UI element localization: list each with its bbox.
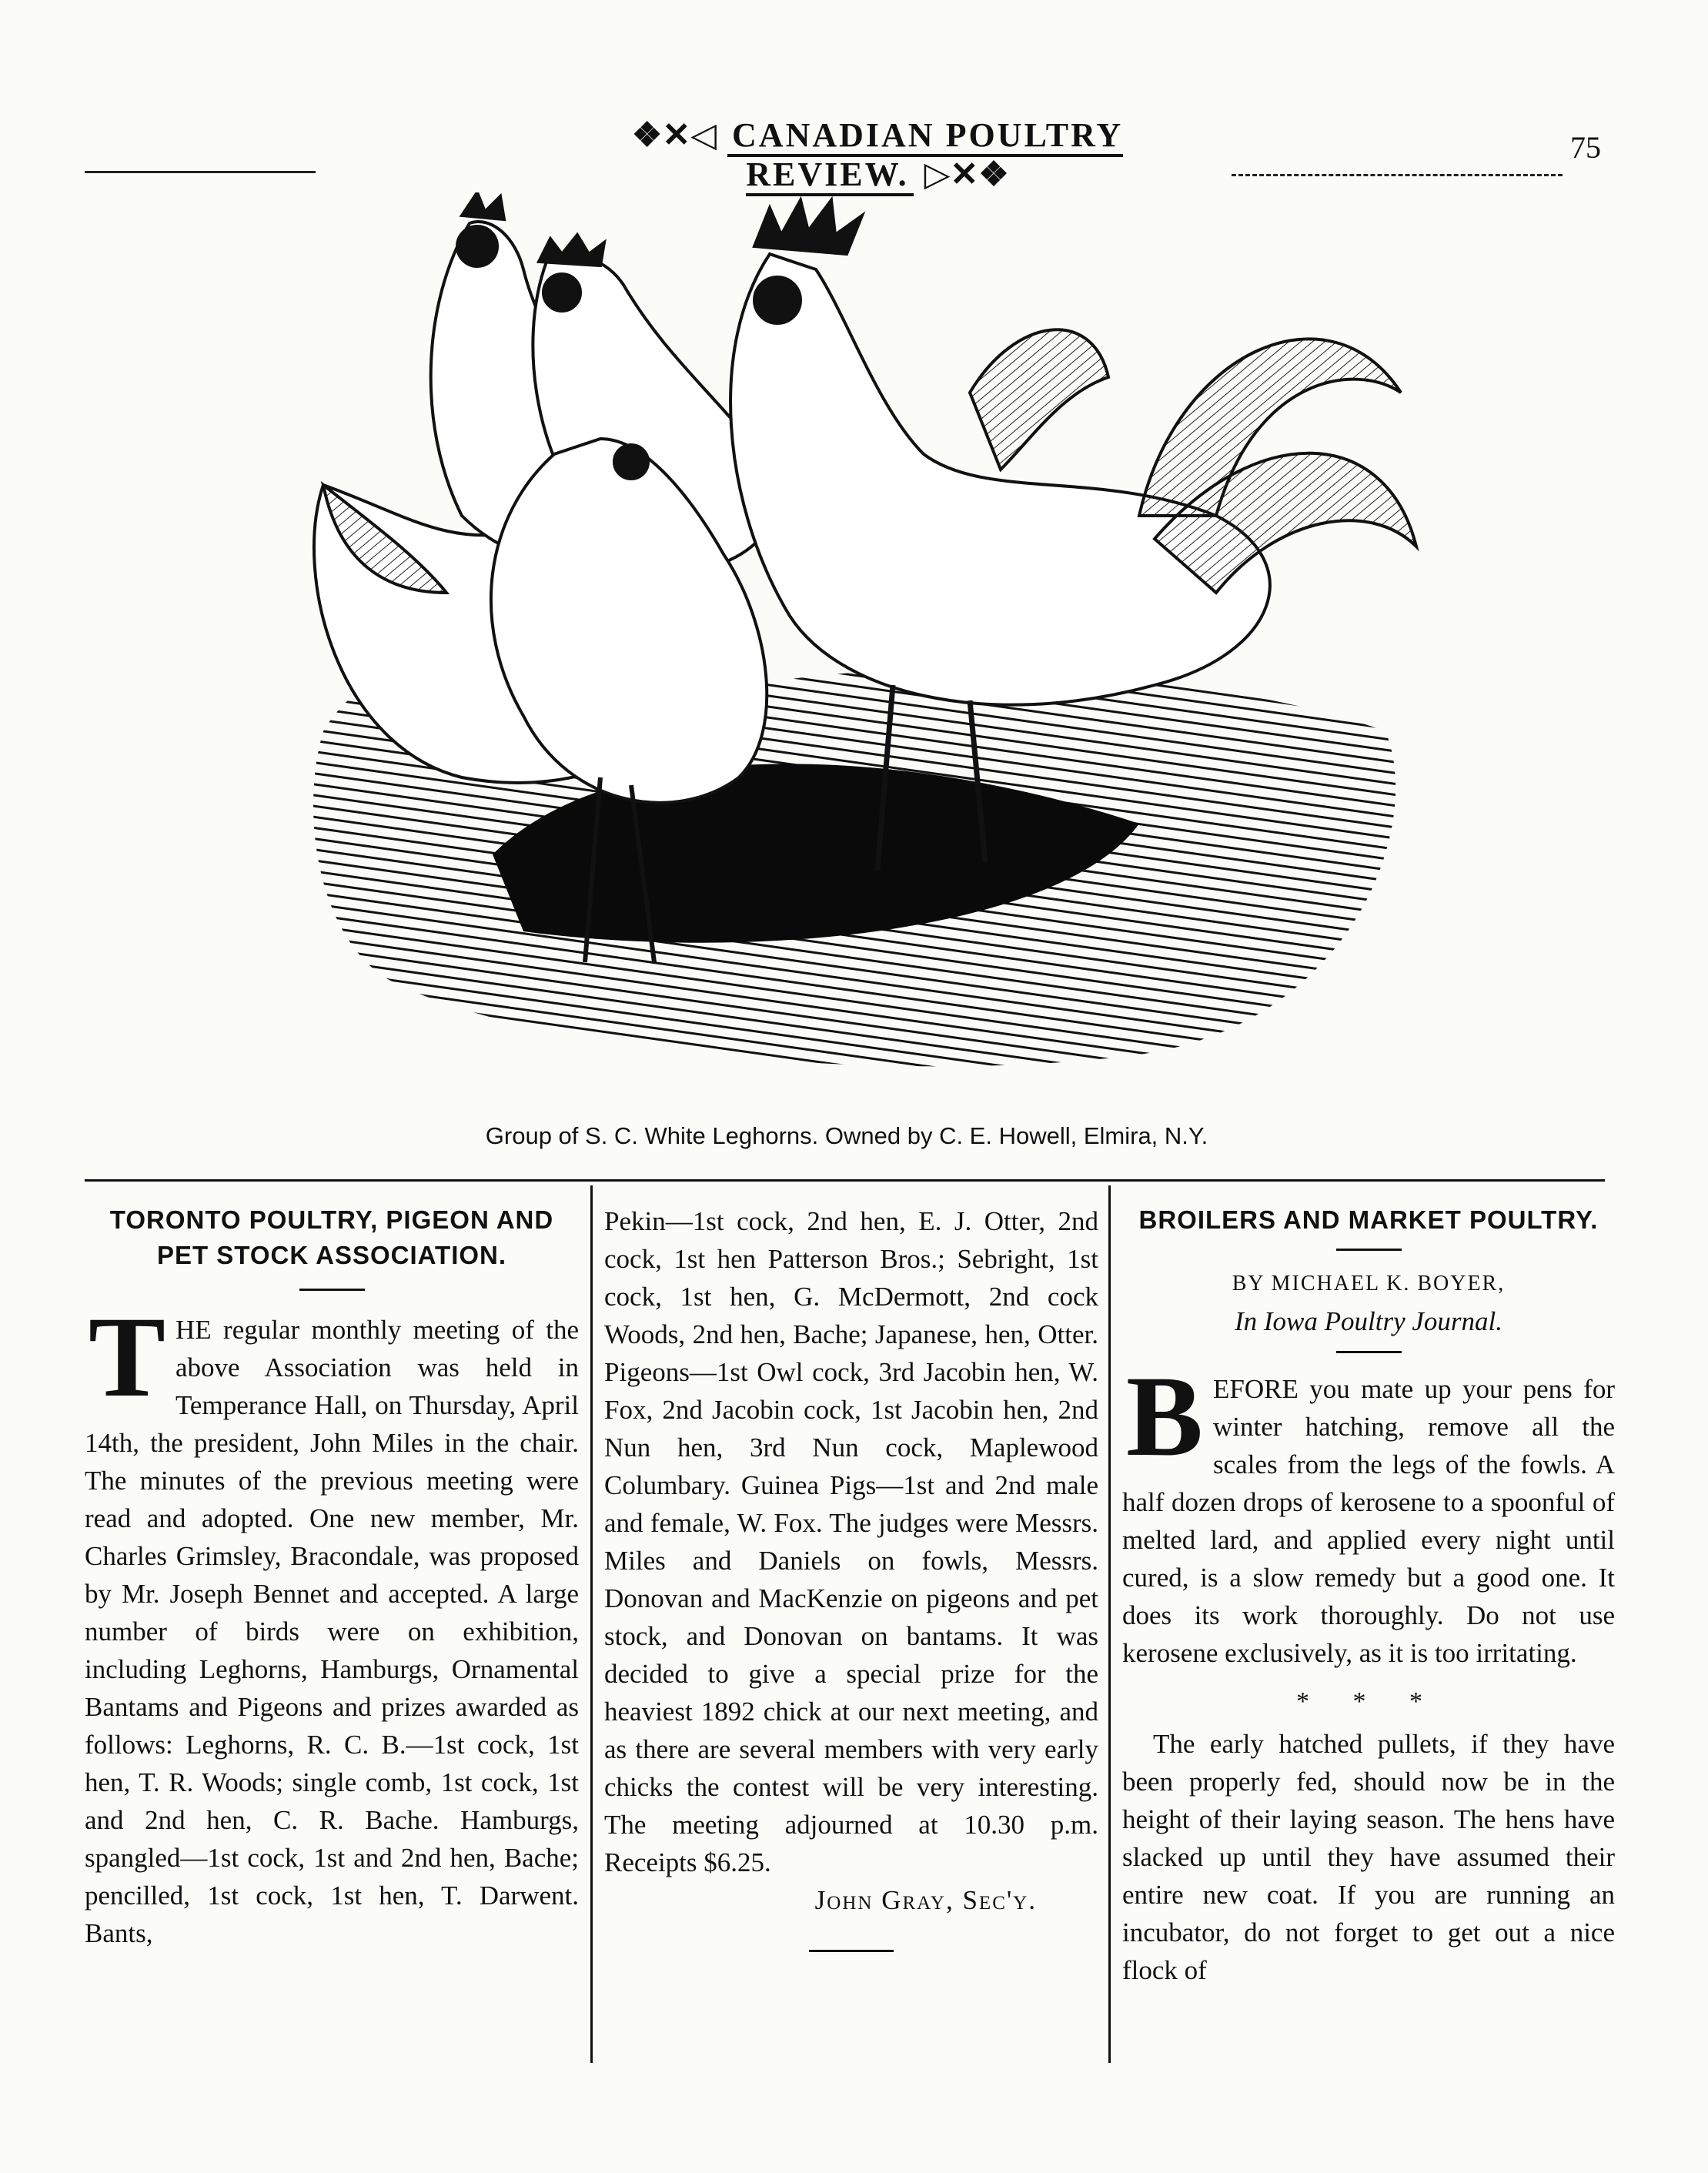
headline-line: TORONTO POULTRY, PIGEON AND	[109, 1205, 554, 1234]
column-1	[85, 1202, 579, 1952]
leghorns-illustration	[292, 192, 1432, 1085]
section-stars: * * *	[1296, 1687, 1441, 1716]
article-headline	[85, 1202, 579, 1273]
article-body	[1122, 1352, 1615, 1672]
column-divider	[1108, 1185, 1111, 2063]
masthead-title: CANADIAN POULTRY REVIEW.	[727, 116, 1123, 196]
dropcap: B	[1125, 1352, 1204, 1480]
ornament-left-icon: ❖✕◁	[631, 116, 717, 154]
section-rule	[85, 1179, 1605, 1182]
short-rule	[299, 1289, 365, 1291]
page-number: 75	[1570, 130, 1601, 165]
short-rule	[809, 1950, 894, 1952]
article-body: Pekin—1st cock, 2nd hen, E. J. Otter, 2nd cock, 1st hen Patterson Bros.; Sebright, 1st cock, 1st hen, G. McDermott, 2nd cock Woods, 2nd hen, Bache; Japanese, hen, Otter. Pigeons—1st Owl cock, 3rd Jacobin hen, W. Fox, 2nd Jacobin cock, 1st Jacobin hen, 2nd Nun hen, 3rd Nun cock, Maplewood Columbary. Guinea Pigs—1st and 2nd male and female, W. Fox. The judges were Messrs. Miles and Daniels on fowls, Messrs. Donovan and MacKenzie on pigeons and pet stock, and Donovan on bantams. It was decided to give a special prize for the heaviest 1892 chick at our next meeting, and as there are several members with very early chicks the contest will be very interesting. The meeting adjourned at 10.30 p.m. Receipts $6.25.	[604, 1206, 1098, 1877]
header-rule-right	[1232, 174, 1563, 176]
dropcap: T	[88, 1293, 166, 1421]
body-text: HE regular monthly meeting of the above Association was held in Temperance Hall, on Thursday, April 14th, the president, John Miles in the chair. The minutes of the previous meeting were read and adopted. One new member, Mr. Charles Grimsley, Bracondale, was proposed by Mr. Joseph Bennet and accepted. A large number of birds were on exhibition, including Leghorns, Hamburgs, Ornamental Bantams and Pigeons and prizes awarded as follows: Leghorns, R. C. B.—1st cock, 1st hen, T. R. Woods; single comb, 1st cock, 1st and 2nd hen, C. R. Bache. Hamburgs, spangled—1st cock, 1st and 2nd hen, Bache; pencilled, 1st cock, 1st hen, T. Darwent. Bants,	[85, 1315, 579, 1948]
article-body	[85, 1293, 579, 1952]
column-3	[1122, 1202, 1615, 1989]
signature: John Gray, Sec'y.	[814, 1885, 1037, 1915]
ornament-right-icon: ▷✕❖	[924, 155, 1009, 193]
column-2	[604, 1202, 1098, 1972]
short-rule	[1336, 1351, 1402, 1353]
illustration-caption: Group of S. C. White Leghorns. Owned by C. E. Howell, Elmira, N.Y.	[485, 1122, 1208, 1149]
byline: BY MICHAEL K. BOYER,	[1232, 1272, 1506, 1295]
short-rule	[1336, 1249, 1402, 1251]
masthead	[570, 115, 1185, 194]
article-body: The early hatched pullets, if they have been properly fed, should now be in the height of their laying season. The hens have slacked up until they have assumed their entire new coat. If you are running an incubator, do not forget to get out a nice flock of	[1122, 1729, 1615, 1985]
headline-line: PET STOCK ASSOCIATION.	[156, 1241, 507, 1269]
body-text: EFORE you mate up your pens for winter hatching, remove all the scales from the legs of the fowls. A half dozen drops of kerosene to a spoonful of melted lard, and applied every night until cured, is a slow remedy but a good one. It does its work thoroughly. Do not use kerosene exclusively, as it is too irritating.	[1122, 1374, 1615, 1668]
header-rule-left	[85, 171, 316, 173]
column-divider	[590, 1185, 593, 2063]
article-headline: BROILERS AND MARKET POULTRY.	[1138, 1205, 1599, 1234]
source: In Iowa Poultry Journal.	[1234, 1306, 1503, 1336]
